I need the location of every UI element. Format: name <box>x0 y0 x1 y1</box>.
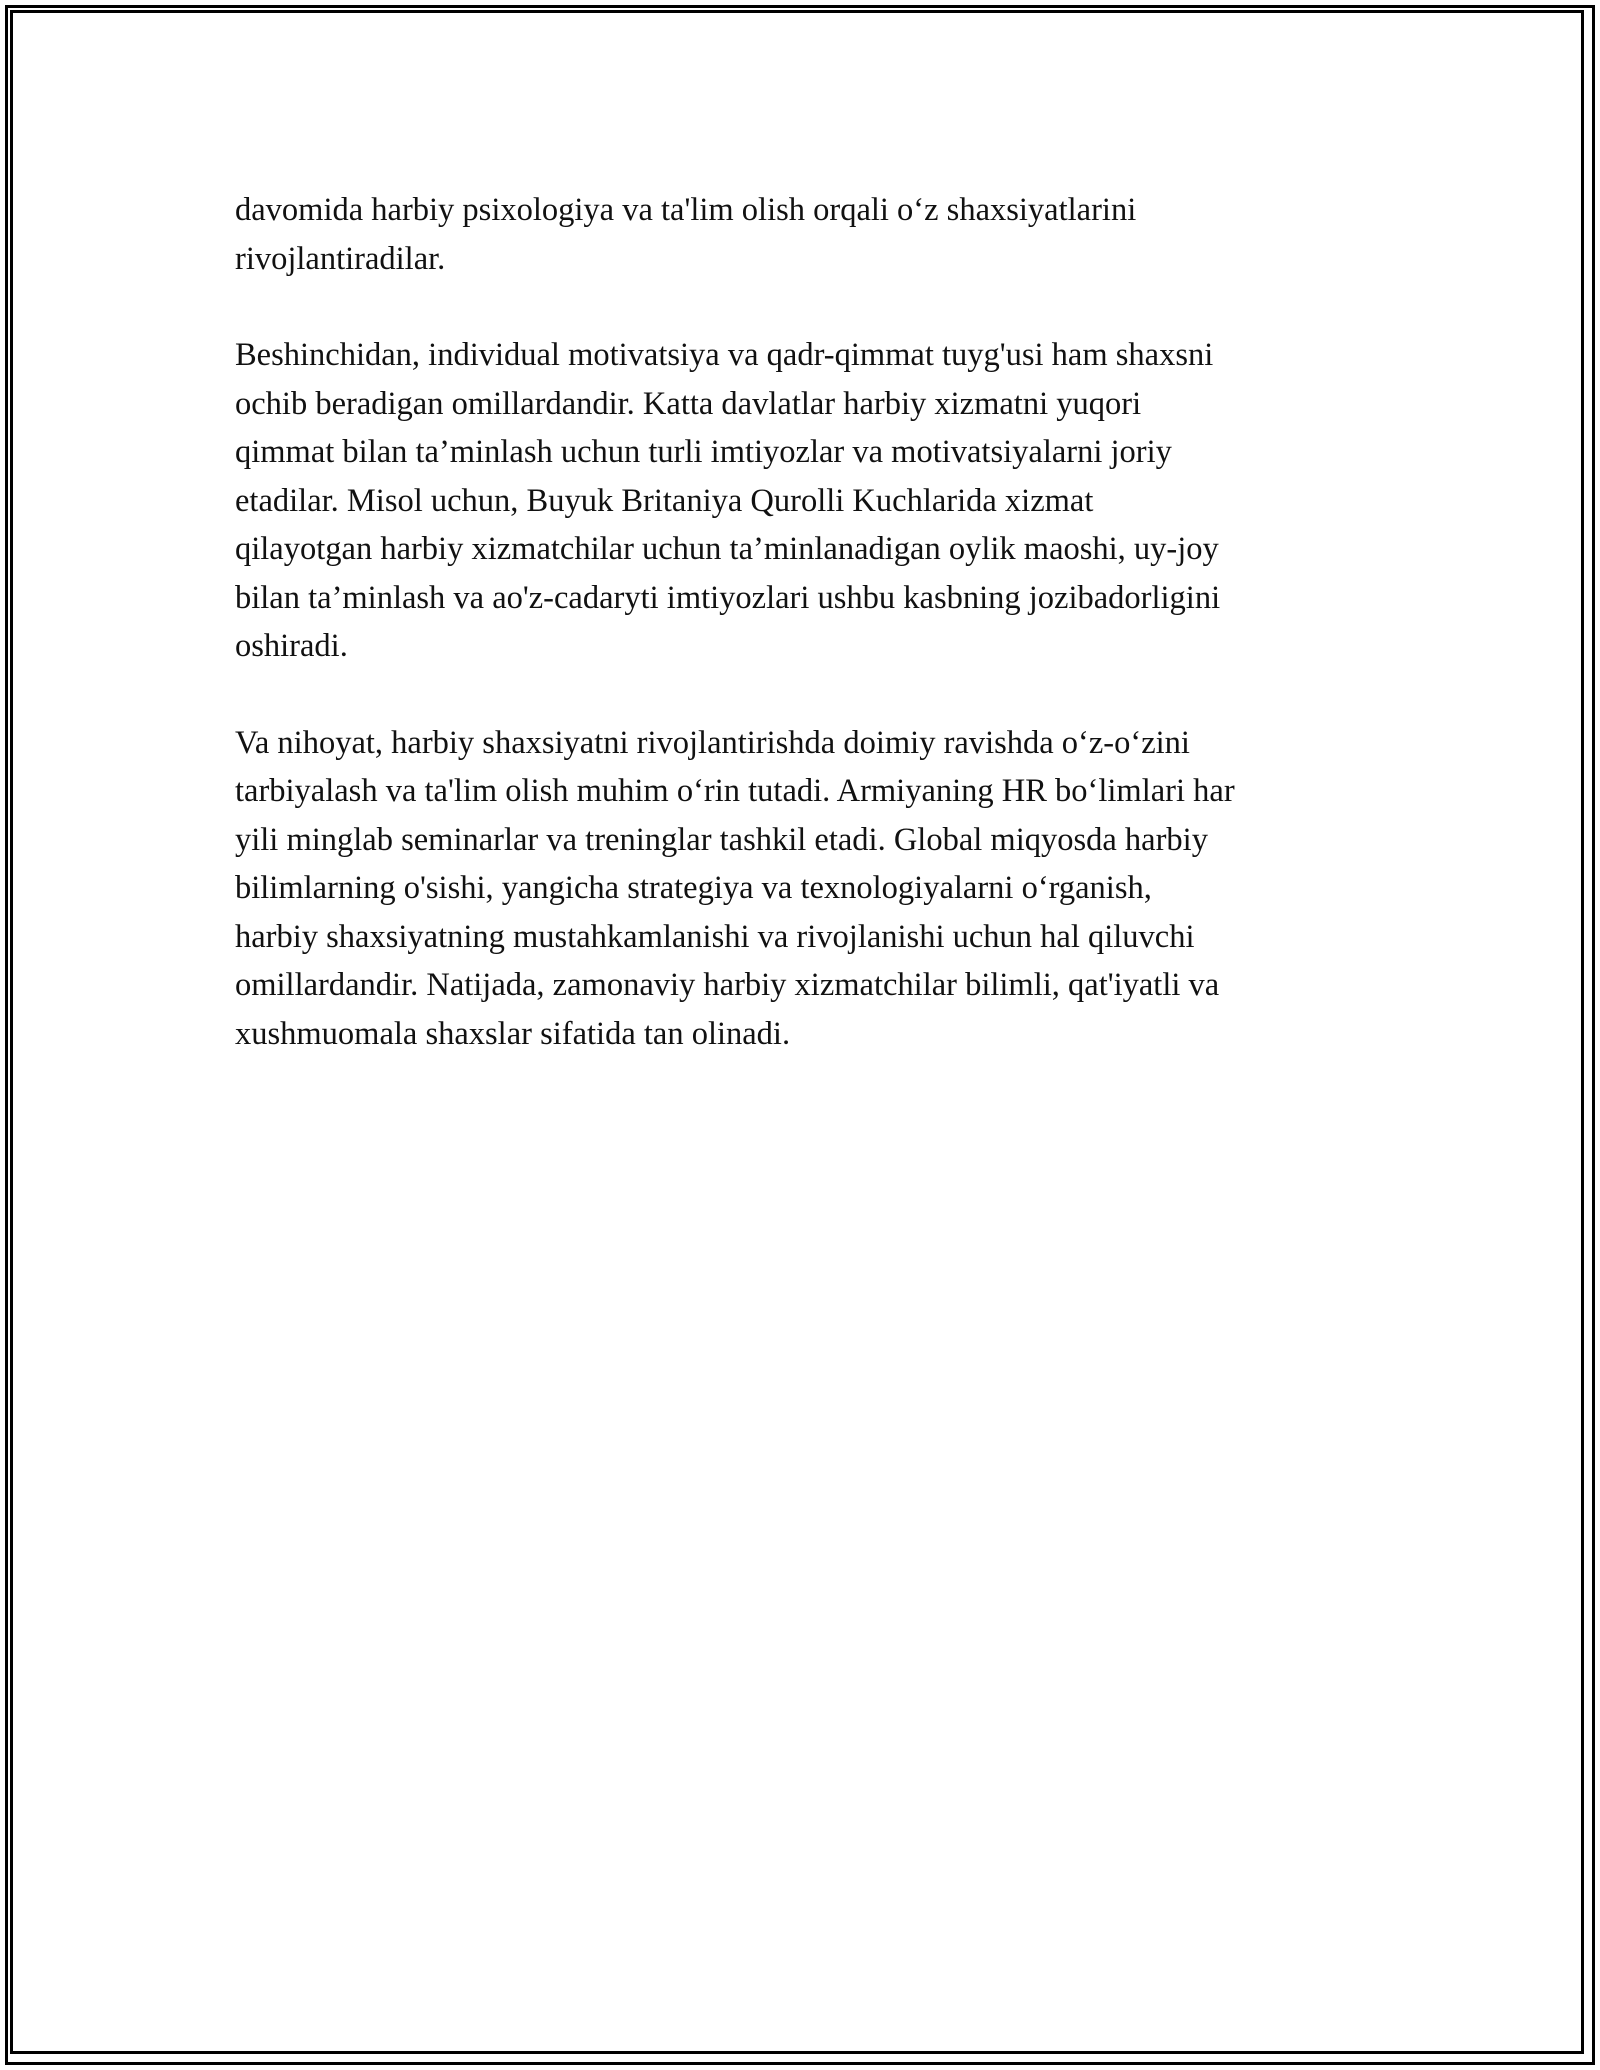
document-body <box>235 186 1385 1106</box>
paragraph-motivation: Beshinchidan, individual motivatsiya va qadr-qimmat tuyg'usi ham shaxsni ochib beradigan omillardandir. Katta davlatlar harbiy xizmatni yuqori qimmat bilan ta’minlash uchun turli imtiyozlar va motivatsiyalarni joriy etadilar. Misol uchun, Buyuk Britaniya Qurolli Kuchlarida xizmat qilayotgan harbiy xizmatchilar uchun ta’minlanadigan oylik maoshi, uy-joy bilan ta’minlash va ao'z-cadaryti imtiyozlari ushbu kasbning jozibadorligini oshiradi. <box>235 337 1221 664</box>
paragraph-continuation: davomida harbiy psixologiya va ta'lim olish orqali o‘z shaxsiyatlarini rivojlantiradilar. <box>235 192 1137 277</box>
paragraph-conclusion: Va nihoyat, harbiy shaxsiyatni rivojlantirishda doimiy ravishda o‘z-o‘zini tarbiyalash va ta'lim olish muhim o‘rin tutadi. Armiyaning HR bo‘limlari har yili minglab seminarlar va treninglar tashkil etadi. Global miqyosda harbiy bilimlarning o'sishi, yangicha strategiya va texnologiyalarni o‘rganish, harbiy shaxsiyatning mustahkamlanishi va rivojlanishi uchun hal qiluvchi omillardandir. Natijada, zamonaviy harbiy xizmatchilar bilimli, qat'iyatli va xushmuomala shaxslar sifatida tan olinadi. <box>235 724 1235 1052</box>
